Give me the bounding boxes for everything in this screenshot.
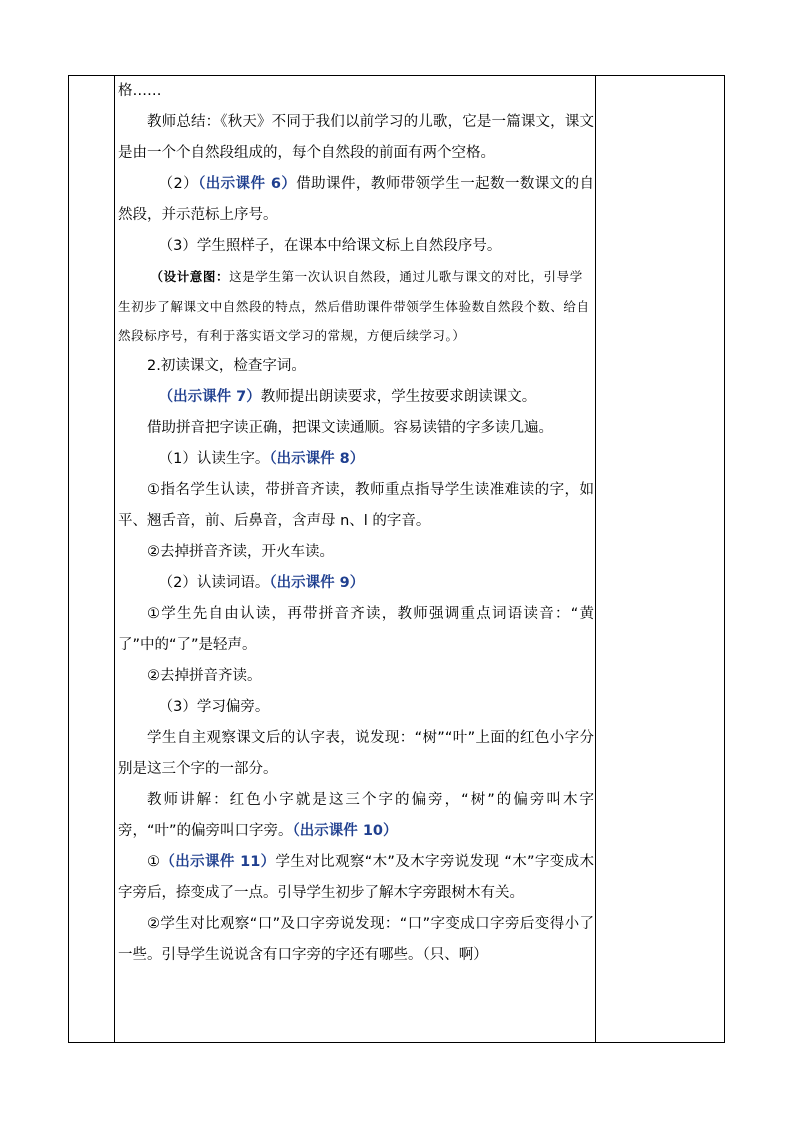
- paragraph-text: 借助课件，教师带领学生一起数一数课文的自然段，并示范标上序号。: [118, 176, 595, 223]
- paragraph-text: （2）: [158, 176, 199, 192]
- lesson-paragraph: [118, 475, 594, 537]
- lesson-paragraph: [118, 537, 594, 568]
- lesson-paragraph: [118, 847, 594, 909]
- paragraph-text: 学生对比观察“木”及木字旁说发现 “木”字变成木字旁后，捺变成了一点。引导学生初步了解木字旁跟树木有关。: [118, 853, 595, 901]
- design-intent-note: [118, 262, 594, 351]
- paragraph-text: 教师提出朗读要求，学生按要求朗读课文。: [260, 388, 537, 405]
- teaching-steps-part2: [118, 351, 594, 971]
- lesson-paragraph: [118, 231, 594, 262]
- lesson-paragraph: [118, 661, 594, 692]
- design-intent-label: （设计意图：: [150, 269, 230, 284]
- paragraph-text: 借助拼音把字读正确，把课文读通顺。容易读错的字多读几遍。: [147, 419, 553, 436]
- lesson-paragraph: [118, 444, 594, 475]
- column-divider-right: [595, 76, 596, 1042]
- courseware-ref: （出示课件 10）: [292, 822, 398, 839]
- courseware-ref: （出示课件 8）: [269, 450, 365, 467]
- lesson-paragraph: [118, 568, 594, 599]
- paragraph-text: （1）认读生字。: [158, 450, 270, 467]
- paragraph-text: ②去掉拼音齐读。: [147, 667, 262, 684]
- courseware-ref: （出示课件 7）: [158, 388, 261, 405]
- design-intent-text: 这是学生第一次认识自然段，通过儿歌与课文的对比，引导学生初步了解课文中自然段的特点，然后借助课件带领学生体验数自然段个数、给自然段标序号，有利于落实语文学习的常规，方便后续学习。）: [118, 269, 590, 343]
- column-divider-left: [114, 76, 115, 1042]
- lesson-paragraph: [118, 382, 594, 413]
- lesson-paragraph: [118, 107, 594, 169]
- courseware-ref: （出示课件 11）: [160, 853, 276, 870]
- courseware-ref: （出示课件 9）: [269, 574, 365, 591]
- lesson-paragraph: [118, 351, 594, 382]
- lesson-paragraph: [118, 723, 594, 785]
- paragraph-text: ②去掉拼音齐读，开火车读。: [147, 543, 334, 560]
- lesson-paragraph: [118, 169, 594, 231]
- paragraph-text: 2.初读课文，检查字词。: [147, 357, 306, 374]
- paragraph-text: （2）认读词语。: [158, 574, 270, 591]
- paragraph-text: 格……: [118, 83, 162, 99]
- paragraph-text: （3）学生照样子，在课本中给课文标上自然段序号。: [158, 238, 502, 254]
- lesson-content: [118, 76, 594, 971]
- paragraph-text: ①学生先自由认读，再带拼音齐读，教师强调重点词语读音：“黄了”中的“了”是轻声。: [118, 605, 594, 653]
- lesson-paragraph: [118, 413, 594, 444]
- lesson-paragraph: [118, 785, 594, 847]
- teaching-steps-part1: [118, 76, 594, 262]
- courseware-ref: （出示课件 6）: [198, 176, 297, 192]
- lesson-paragraph: [118, 599, 594, 661]
- lesson-paragraph: [118, 692, 594, 723]
- paragraph-text: ②学生对比观察“口”及口字旁说发现：“口”字变成口字旁后变得小了一些。引导学生说说含有口字旁的字还有哪些。（只、啊）: [118, 915, 594, 963]
- lesson-paragraph: [118, 76, 594, 107]
- paragraph-text: （3）学习偏旁。: [158, 698, 270, 715]
- paragraph-text: ①指名学生认读，带拼音齐读，教师重点指导学生读准难读的字，如平、翘舌音，前、后鼻音，含声母 n、l 的字音。: [118, 481, 594, 529]
- paragraph-text: 教师讲解：红色小字就是这三个字的偏旁，“树”的偏旁叫木字旁，“叶”的偏旁叫口字旁。: [118, 791, 594, 839]
- paragraph-text: 教师总结：《秋天》不同于我们以前学习的儿歌，它是一篇课文，课文是由一个个自然段组成的，每个自然段的前面有两个空格。: [118, 114, 594, 161]
- paragraph-text: 学生自主观察课文后的认字表，说发现：“树”“叶”上面的红色小字分别是这三个字的一部分。: [118, 729, 594, 777]
- paragraph-text: ①: [147, 853, 161, 870]
- lesson-paragraph: [118, 909, 594, 971]
